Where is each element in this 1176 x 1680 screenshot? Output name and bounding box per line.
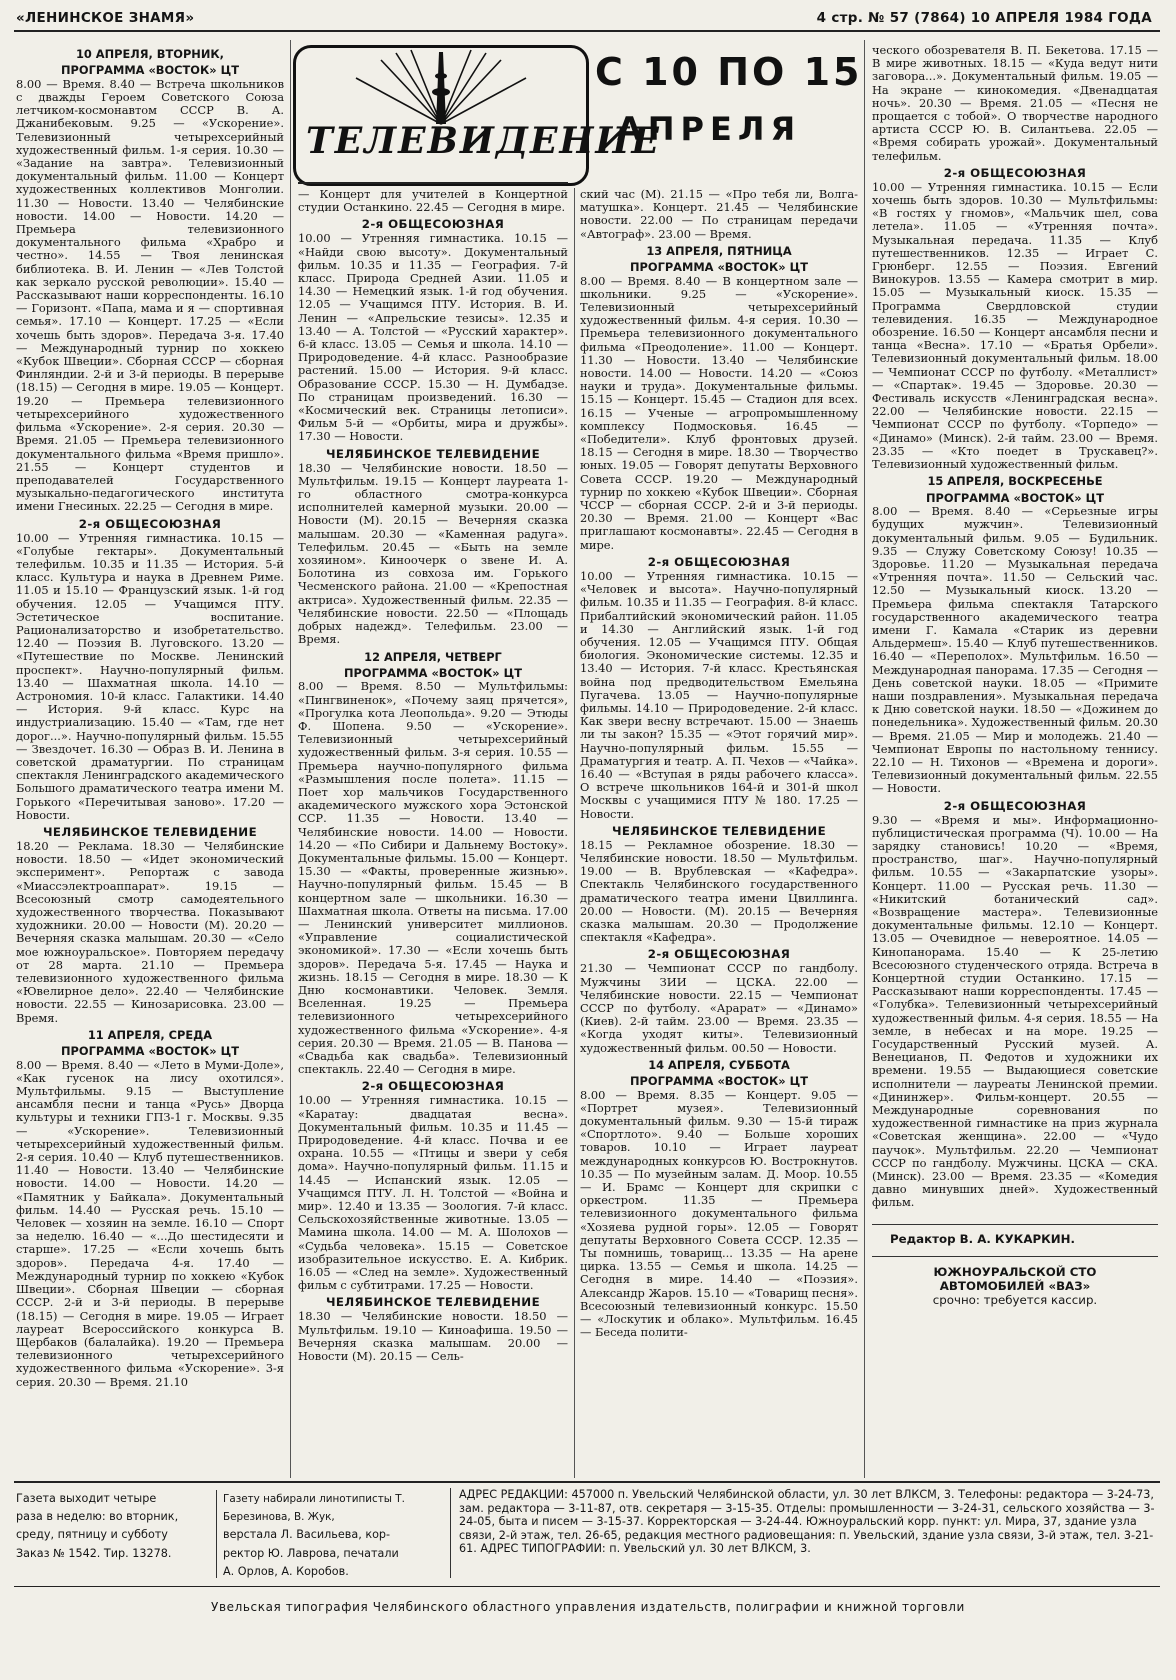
day-heading-apr11: 11 АПРЕЛЯ, СРЕДА: [87, 1027, 213, 1042]
column-divider: [864, 40, 865, 1478]
day-heading-apr10: 10 АПРЕЛЯ, ВТОРНИК,: [75, 47, 224, 61]
footer-line: ректор Ю. Лаврова, печатали: [223, 1546, 399, 1560]
program-heading: ЧЕЛЯБИНСКОЕ ТЕЛЕВИДЕНИЕ: [611, 823, 827, 838]
program-heading: ЧЕЛЯБИНСКОЕ ТЕЛЕВИДЕНИЕ: [325, 446, 541, 461]
advert-line: АВТОМОБИЛЕЙ «ВАЗ»: [939, 1278, 1091, 1293]
day-heading-apr14: 14 АПРЕЛЯ, СУББОТА: [648, 1057, 790, 1072]
program-heading: ПРОГРАММА «ВОСТОК» ЦТ: [61, 63, 239, 78]
program-heading: ПРОГРАММА «ВОСТОК» ЦТ: [344, 665, 522, 680]
advert-line: срочно: требуется кассир.: [932, 1292, 1098, 1307]
schedule-text: 10.00 — Утренняя гимнастика. 10.15 — «Каратау: двадцатая весна». Документальный фильм. 10.35 и 11.45 — Природоведение. 4-й класс. Почва и ее охрана. 10.55 — «Птицы и звери у себя дома». Научно-популярный фильм. 11.15 и 14.45 — Испанский язык. 12.05 — Учащимся ПТУ. Л. Н. Толстой — «Война и мир». 12.40 и 13.35 — Зоология. 7-й класс. Сельскохозяйственные животные. 13.05 — Мамина школа. 14.00 — М. А. Шолохов — «Судьба человека». 15.15 — Советское изобразительное искусство. Е. А. Кибрик. 16.05 — «След на земле». Художественный фильм с субтитрами. 17.25 — Новости.: [298, 1093, 568, 1293]
schedule-text: 8.00 — Время. 8.40 — В концертном зале — школьники. 9.25 — «Ускорение». Телевизионный четырехсерийный художественный фильм. 4-я серия. 10.30 — Премьера телевизионного документального фильма «Преодоление». 11.00 — Концерт. 11.30 — Новости. 13.40 — Челябинские новости. 14.00 — Новости. 14.20 — «Союз науки и труда». Документальные фильмы. 15.15 — Концерт. 15.45 — Стадион для всех. 16.15 — Ученые — агропромышленному комплексу Подмосковья. 16.45 — «Победители». Клуб фронтовых друзей. 18.15 — Сегодня в мире. 18.30 — Творчество юных. 19.05 — Говорят депутаты Верховного Совета СССР. 19.20 — Международный турнир по хоккею «Кубок Швеции». Сборная ЧССР — сборная СССР. 2-й и 3-й периоды. 20.30 — Время. 21.00 — Концерт «Вас приглашают космонавты». 22.45 — Сегодня в мире.: [580, 273, 858, 552]
day-heading-apr12: 12 АПРЕЛЯ, ЧЕТВЕРГ: [364, 649, 502, 664]
schedule-text: 8.00 — Время. 8.40 — «Серьезные игры будущих мужчин». Телевизионный документальный фильм. 9.05 — Будильник. 9.35 — Служу Советскому Союзу! 10.35 — Здоровье. 11.20 — Музыкальная передача «Утренняя почта». 11.50 — Сельский час. 12.50 — Музыкальный киоск. 13.20 — Премьера фильма спектакля Татарского государственного академического театра имени Г. Камала «Старик из деревни Альдермеш». 15.40 — Клуб путешественников. 16.40 — «Переполох». Мультфильм. 16.50 — Международная панорама. 17.35 — Сегодня — День советской науки. 18.05 — «Примите наши поздравления». Музыкальная передача к Дню советской науки. 18.50 — «Дожинем до понедельника». Художественный фильм. 20.30 — Время. 21.05 — Мир и молодежь. 21.40 — Чемпионат Европы по настольному теннису. 22.10 — Н. Тихонов — «Времена и дороги». Телевизионный документальный фильм. 22.55 — Новости.: [872, 504, 1158, 796]
column-1: [16, 44, 284, 1480]
schedule-text: 18.30 — Челябинские новости. 18.50 — Мультфильм. 19.10 — Киноафиша. 19.50 — Вечерняя сказка малышам. 20.00 — Новости (М). 20.15 — Сель-: [298, 1309, 568, 1364]
column-4: [872, 44, 1158, 1480]
schedule-text: 18.30 — Челябинские новости. 18.50 — Мультфильм. 19.15 — Концерт лауреата 1-го областного смотра-конкурса исполнителей камерной музыки. 20.00 — Новости (М). 20.15 — Вечерняя сказка малышам. 20.30 — «Каменная радуга». Телефильм. 20.45 — «Быть на земле хозяином». Киноочерк о звене И. А. Болотина из совхоза им. Горького Чесменского района. 21.00 — «Крепостная актриса». Художественный фильм. 22.35 — Челябинские новости. 22.50 — «Площадь добрых надежд». Телефильм. 23.00 — Время.: [298, 460, 568, 647]
footer-line: Газету набирали линотиписты Т. Березинова, В. Жук,: [223, 1493, 405, 1524]
newspaper-name: «ЛЕНИНСКОЕ ЗНАМЯ»: [16, 10, 195, 26]
column-3: [580, 188, 858, 1480]
footer-line: Газета выходит четыре: [16, 1492, 157, 1505]
program-heading: 2-я ОБЩЕСОЮЗНАЯ: [361, 1079, 505, 1094]
program-heading: ЧЕЛЯБИНСКОЕ ТЕЛЕВИДЕНИЕ: [42, 824, 258, 839]
footer-line: А. Орлов, А. Коробов.: [223, 1564, 349, 1578]
footer-line: верстала Л. Васильева, кор-: [223, 1528, 391, 1542]
program-heading: ПРОГРАММА «ВОСТОК» ЦТ: [61, 1044, 239, 1059]
advert-line: ЮЖНОУРАЛЬСКОЙ СТО: [933, 1264, 1097, 1279]
schedule-text: 9.30 — «Время и мы». Информационно-публицистическая программа (Ч). 10.00 — На зарядку становись! 10.20 — «Время, пространство, шаг». Научно-популярный фильм. 10.55 — «Закарпатские узоры». Концерт. 11.00 — Русская речь. 11.30 — «Никитский ботанический сад». «Возвращение мастера». Телевизионные документальные фильмы. 12.10 — Концерт. 13.05 — Очевидное — невероятное. 14.05 — Кинопанорама. 15.40 — К 25-летию Всесоюзного студенческого отряда. Встреча в Концертной студии Останкино. 17.15 — Рассказывают наши корреспонденты. 17.45 — «Голубка». Телевизионный четырехсерийный художественный фильм. 4-я серия. 18.55 — На земле, в небесах и на море. 19.25 — Государственный Русский музей. А. Венецианов, П. Федотов и художники их времени. 19.55 — Выдающиеся советские исполнители — лауреаты Ленинской премии. «Дининжер». Фильм-концерт. 20.55 — Международные соревнования по художественной гимнастике на приз журнала «Советская женщина». 22.00 — «Чудо паучок». Мультфильм. 22.20 — Чемпионат СССР по гандболу. Мужчины. ЦСКА — СКА. (Минск). 23.00 — Время. 23.35 — «Комедия давно минувших дней». Художественный фильм.: [872, 812, 1158, 1210]
schedule-text: 8.00 — Время. 8.40 — Встреча школьников с дважды Героем Советского Союза летчиком-космонавтом СССР В. А. Джанибековым. 9.25 — «Ускорение». Телевизионный четырехсерийный художественный фильм. 1-я серия. 10.30 — «Задание на завтра». Телевизионный документальный фильм. 11.00 — Концерт художественных коллективов Монголии. 11.30 — Новости. 13.40 — Челябинские новости. 14.00 — Новости. 14.20 — Премьера телевизионного документального фильма «Храбро и честно». 14.55 — Твоя ленинская библиотека. В. И. Ленин — «Лев Толстой как зеркало русской революции». 15.40 — Рассказывают наши корреспонденты. 16.10 — Горизонт. «Папа, мама и я — спортивная семья». 17.10 — Концерт. 17.25 — «Если хочешь быть здоров». Передача 3-я. 17.40 — Международный турнир по хоккею «Кубок Швеции». Сборная СССР — сборная Финляндии. 2-й и 3-й периоды. В перерыве (18.15) — Сегодня в мире. 19.05 — Концерт. 19.20 — Премьера телевизионного четырехсерийного художественного фильма «Ускорение». 2-я серия. 20.30 — Время. 21.05 — Премьера телевизионного документального фильма «Время пришло». 21.55 — Концерт студентов и преподавателей Государственного музыкально-педагогического института имени Гнесиных. 22.25 — Сегодня в мире.: [16, 76, 284, 514]
program-heading: 2-я ОБЩЕСОЮЗНАЯ: [943, 798, 1087, 813]
footer-rule: [14, 1586, 1160, 1587]
program-heading: ПРОГРАММА «ВОСТОК» ЦТ: [630, 260, 808, 275]
header-rule: [14, 30, 1160, 32]
schedule-text: ский час (М). 21.15 — «Про тебя ли, Волга-матушка». Концерт. 21.45 — Челябинские новости. 22.00 — По страницам передачи «Автограф». 23.00 — Время.: [580, 187, 858, 241]
job-advert: [872, 1256, 1158, 1307]
footer-schedule: [16, 1490, 212, 1563]
program-heading: ПРОГРАММА «ВОСТОК» ЦТ: [926, 490, 1104, 505]
schedule-text: 8.00 — Время. 8.40 — «Лето в Муми-Доле», «Как гусенок на лису охотился». Мультфильмы. 9.15 — Выступление ансамбля песни и танца «Русь» Дворца культуры и техники ГПЗ-1 г. Москвы. 9.35 — «Ускорение». Телевизионный четырехсерийный художественный фильм. 2-я серия. 10.40 — Клуб путешественников. 11.40 — Новости. 13.40 — Челябинские новости. 14.00 — Новости. 14.20 — «Памятник у Байкала». Документальный фильм. 14.40 — Русская речь. 15.10 — Человек — хозяин на земле. 16.10 — Спорт за неделю. 16.40 — «...До шестидесяти и старше». 17.25 — «Если хочешь быть здоров». Передача 4-я. 17.40 — Международный турнир по хоккею «Кубок Швеции». Сборная Швеции — сборная СССР. 2-й и 3-й периоды. В перерыве (18.15) — Сегодня в мире. 19.05 — Играет лауреат Всероссийского конкурса В. Щербаков (балалайка). 19.20 — Премьера телевизионного четырехсерийного художественного фильма «Ускорение». 3-я серия. 20.30 — Время. 21.10: [16, 1057, 284, 1389]
footer-address: [450, 1488, 1167, 1578]
footer-staff: [216, 1490, 442, 1578]
schedule-text: 18.15 — Рекламное обозрение. 18.30 — Челябинские новости. 18.50 — Мультфильм. 19.00 — В. Врублевская — «Кафедра». Спектакль Челябинского государственного драматического театра имени Цвиллинга. 20.00 — Новости. (М). 20.15 — Вечерняя сказка малышам. 20.30 — Продолжение спектакля «Кафедра».: [580, 837, 858, 945]
schedule-text: 18.20 — Реклама. 18.30 — Челябинские новости. 18.50 — «Идет экономический эксперимент». Репортаж с завода «Миассэлектроаппарат». 19.15 — Всесоюзный смотр самодеятельного художественного творчества. Показывают художники. 20.00 — Новости (М). 20.20 — Вечерняя сказка малышам. 20.30 — «Село мое южноуральское». Повторяем передачу от 28 марта. 21.10 — Премьера телевизионного художественного фильма «Ювелирное дело». 22.40 — Челябинские новости. 22.55 — Кинозарисовка. 23.00 — Время.: [16, 838, 284, 1025]
footer-line: среду, пятницу и субботу: [16, 1528, 168, 1542]
column-2: [298, 188, 568, 1480]
program-heading: 2-я ОБЩЕСОЮЗНАЯ: [647, 554, 791, 569]
program-heading: 2-я ОБЩЕСОЮЗНАЯ: [361, 217, 505, 232]
address-text: АДРЕС РЕДАКЦИИ: 457000 п. Увельский Челябинской области, ул. 30 лет ВЛКСМ, 3. Телефоны: редактора — 3-24-73, зам. редактора — 3-11-87, отв. секретаря — 3-15-35. Отделы: промышленности — 3-24-31, сельского хозяйства — 3-24-05, быта и писем — 3-15-37. Корректорская — 3-24-44. Южноуральский корр. пункт: ул. Мира, 37, здание узла связи, 2-й этаж, тел. 26-65, редакция местного радиовещания: п. Увельский, здание узла связи, 3-й этаж, тел. 3-21-61. АДРЕС ТИПОГРАФИИ: п. Увельский ул. 30 лет ВЛКСМ, 3.: [459, 1488, 1155, 1556]
issue-line: 4 стр. № 57 (7864) 10 АПРЕЛЯ 1984 ГОДА: [816, 10, 1152, 26]
tv-tower-icon: [296, 48, 586, 128]
schedule-text: 8.00 — Время. 8.35 — Концерт. 9.05 — «Портрет музея». Телевизионный документальный фильм. 9.30 — 15-й тираж «Спортлото». 9.40 — Больше хороших товаров. 10.10 — Играет лауреат международных конкурсов Ю. Вострокнутов. 10.35 — По музейным залам. Д. Моор. 10.55 — И. Брамс — Концерт для скрипки с оркестром. 11.35 — Премьера телевизионного документального фильма «Хозяева рудной горы». 12.05 — Говорят депутаты Верховного Совета СССР. 12.35 — Ты помнишь, товарищ... 13.35 — На арене цирка. 13.55 — Семья и школа. 14.25 — Сегодня в мире. 14.40 — «Поэзия». Александр Жаров. 15.10 — «Товарищ песня». Всесоюзный телевизионный конкурс. 15.50 — «Лоскутик и облако». Мультфильм. 16.45 — Беседа полити-: [580, 1087, 858, 1340]
schedule-text: 10.00 — Утренняя гимнастика. 10.15 — «Голубые гектары». Документальный телефильм. 10.35 и 11.35 — История. 5-й класс. Культура и наука в Древнем Риме. 11.05 и 15.10 — Французский язык. 1-й год обучения. 12.05 — Учащимся ПТУ. Эстетическое воспитание. Рационализаторство и изобретательство. 12.40 — Поэзия В. Луговского. 13.20 — «Путешествие по Москве. Ленинский проспект». Научно-популярный фильм. 13.40 — Шахматная школа. 14.10 — Астрономия. 10-й класс. Галактики. 14.40 — История. 9-й класс. Курс на индустриализацию. 15.40 — «Там, где нет дорог...». Научно-популярный фильм. 15.55 — Звездочет. 16.30 — Образ В. И. Ленина в советской драматургии. По страницам спектакля Ленинградского академического Большого драматического театра имени М. Горького «Перечитывая заново». 17.20 — Новости.: [16, 530, 284, 822]
printer-line: Увельская типография Челябинского областного управления издательств, полиграфии и книжной торговли: [211, 1600, 965, 1614]
column-divider: [290, 40, 291, 1478]
program-heading: 2-я ОБЩЕСОЮЗНАЯ: [943, 165, 1087, 180]
program-heading: 2-я ОБЩЕСОЮЗНАЯ: [647, 947, 791, 962]
schedule-text: 10.00 — Утренняя гимнастика. 10.15 — «Человек и высота». Научно-популярный фильм. 10.35 и 11.35 — География. 8-й класс. Прибалтийский экономический район. 11.05 и 14.30 — Английский язык. 1-й год обучения. 12.05 — Учащимся ПТУ. Общая биология. Экономические системы. 12.35 и 13.40 — История. 7-й класс. Крестьянская война под предводительством Емельяна Пугачева. 13.05 — Научно-популярные фильмы. 14.10 — Природоведение. 2-й класс. Как звери весну встречают. 15.00 — Знаешь ли ты закон? 15.35 — «Этот горячий мир». Научно-популярный фильм. 15.55 — Драматургия и театр. А. П. Чехов — «Чайка». 16.40 — «Вступая в ряды рабочего класса». О встрече школьников 164-й и 301-й школ Москвы с учащимися ПТУ № 180. 17.25 — Новости.: [580, 568, 858, 821]
footer-line: раза в неделю: во вторник,: [16, 1510, 179, 1524]
footer-line: Заказ № 1542. Тир. 13278.: [16, 1546, 172, 1560]
schedule-text: 10.00 — Утренняя гимнастика. 10.15 — «Найди свою высоту». Документальный фильм. 10.35 и 11.35 — География. 7-й класс. Природа Средней Азии. 11.05 и 14.30 — Немецкий язык. 1-й год обучения. 12.05 — Учащимся ПТУ. История. В. И. Ленин — «Апрельские тезисы». 12.35 и 13.40 — А. Толстой — «Русский характер». 6-й класс. 13.05 — Семья и школа. 14.10 — Природоведение. 4-й класс. Разнообразие растений. 15.00 — История. 9-й класс. Образование СССР. 15.30 — Н. Думбадзе. По страницам произведений. 16.30 — «Космический век. Страницы летописи». Фильм 5-й — «Орбиты, мира и дружбы». 17.30 — Новости.: [298, 231, 568, 444]
footer-rule: [14, 1481, 1160, 1483]
program-heading: ЧЕЛЯБИНСКОЕ ТЕЛЕВИДЕНИЕ: [325, 1295, 541, 1310]
editor-line: Редактор В. А. КУКАРКИН.: [872, 1224, 1158, 1246]
schedule-text: — Концерт для учителей в Концертной студии Останкино. 22.45 — Сегодня в мире.: [298, 187, 568, 215]
masthead-box: [293, 45, 661, 186]
day-heading-apr15: 15 АПРЕЛЯ, ВОСКРЕСЕНЬЕ: [927, 474, 1103, 489]
masthead-dates: С 10 ПО 15: [595, 50, 863, 94]
program-heading: ПРОГРАММА «ВОСТОК» ЦТ: [630, 1074, 808, 1089]
masthead-month: АПРЕЛЯ: [617, 110, 802, 148]
schedule-text: 8.00 — Время. 8.50 — Мультфильмы: «Пингвиненок», «Почему заяц прячется», «Прогулка кота Леопольда». 9.20 — Этюды Ф. Шопена. 9.50 — «Ускорение». Телевизионный четырехсерийный художественный фильм. 3-я серия. 10.55 — Премьера научно-популярного фильма «Размышления после полета». 11.15 — Поет хор мальчиков Государственного академического мужского хора Эстонской ССР. 11.35 — Новости. 13.40 — Челябинские новости. 14.00 — Новости. 14.20 — «По Сибири и Дальнему Востоку». Документальные фильмы. 15.00 — Концерт. 15.30 — «Факты, проверенные жизнью». Научно-популярный фильм. 15.45 — В концертном зале — школьники. 16.30 — Шахматная школа. Ответы на письма. 17.00 — Ленинский университет миллионов. «Управление социалистической экономикой». 17.30 — «Если хочешь быть здоров». Передача 5-я. 17.45 — Наука и жизнь. 18.15 — Сегодня в мире. 18.30 — К Дню космонавтики. Человек. Земля. Вселенная. 19.25 — Премьера телевизионного четырехсерийного художественного фильма «Ускорение». 4-я серия. 20.30 — Время. 21.05 — В. Панова — «Свадьба как свадьба». Телевизионный спектакль. 22.40 — Сегодня в мире.: [298, 679, 568, 1077]
day-heading-apr13: 13 АПРЕЛЯ, ПЯТНИЦА: [646, 243, 792, 258]
schedule-text: ческого обозревателя В. П. Бекетова. 17.15 — В мире животных. 18.15 — «Куда ведут нити заговора...». Документальный фильм. 19.05 — На экране — кинокомедия. «Двенадцатая ночь». 20.30 — Время. 21.05 — «Песня не прощается с тобой». О творчестве народного артиста СССР Ю. В. Силантьева. 22.05 — «Время собирать урожай». Документальный телефильм.: [872, 43, 1158, 163]
schedule-text: 21.30 — Чемпионат СССР по гандболу. Мужчины ЗИИ — ЦСКА. 22.00 — Челябинские новости. 22.15 — Чемпионат СССР по футболу. «Арарат» — «Динамо» (Киев). 2-й тайм. 23.00 — Время. 23.35 — «Когда уходят киты». Телевизионный художественный фильм. 00.50 — Новости.: [580, 961, 858, 1055]
masthead-rule: [298, 182, 568, 184]
program-heading: 2-я ОБЩЕСОЮЗНАЯ: [78, 516, 222, 531]
schedule-text: 10.00 — Утренняя гимнастика. 10.15 — Если хочешь быть здоров. 10.30 — Мультфильмы: «В гостях у гномов», «Мальчик шел, сова летела». 11.05 — «Утренняя почта». Музыкальная передача. 11.35 — Клуб путешественников. 12.35 — Играет С. Грюнберг. 12.55 — Поэзия. Евгений Винокуров. 13.55 — Камера смотрит в мир. 15.05 — Музыкальный киоск. 15.35 — Программа Свердловской студии телевидения. 16.35 — Международное обозрение. 16.50 — Концерт ансамбля песни и танца «Весна». 17.10 — «Братья Орбели». Телевизионный документальный фильм. 18.00 — Чемпионат СССР по футболу. «Металлист» — «Спартак». 19.45 — Здоровье. 20.30 — Фестиваль искусств «Ленинградская весна». 22.00 — Челябинские новости. 22.15 — Чемпионат СССР по футболу. «Торпедо» — «Динамо» (Минск). 2-й тайм. 23.00 — Время. 23.35 — «Кто поедет в Трускавец?». Телевизионный художественный фильм.: [872, 179, 1158, 472]
masthead-title: ТЕЛЕВИДЕНИЕ: [306, 120, 661, 162]
column-divider: [574, 188, 575, 1478]
